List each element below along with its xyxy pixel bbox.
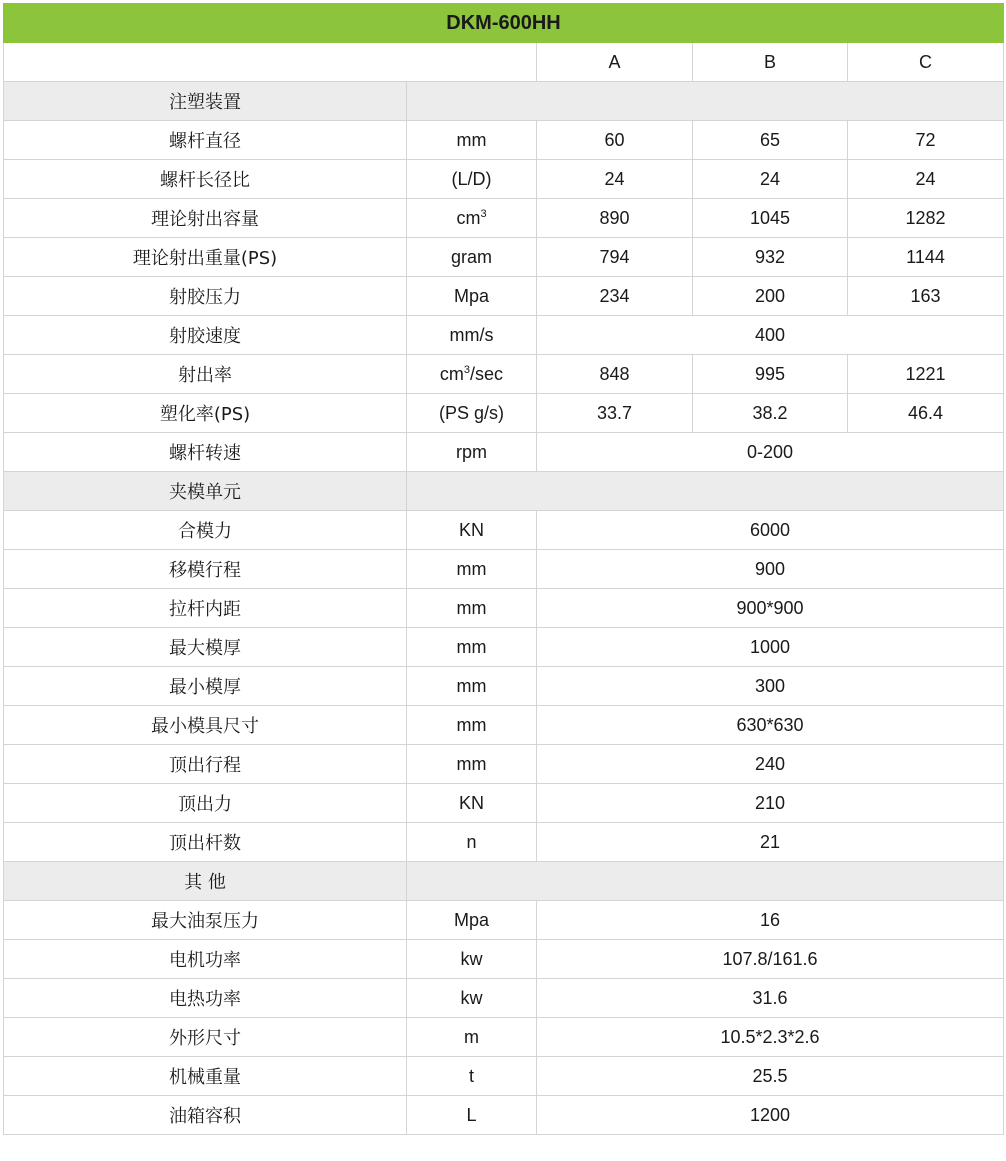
unit-tail: /sec — [470, 363, 504, 384]
value-c: 24 — [848, 160, 1004, 199]
row-unit: Mpa — [407, 277, 537, 316]
table-row — [4, 589, 1004, 628]
value-a: 234 — [537, 277, 693, 316]
row-unit: KN — [407, 511, 537, 550]
row-label: 螺杆直径 — [4, 121, 407, 160]
value-b: 995 — [693, 355, 848, 394]
row-unit: mm — [407, 121, 537, 160]
value-b: 1045 — [693, 199, 848, 238]
section-injection — [4, 82, 1004, 121]
section-other — [4, 862, 1004, 901]
row-unit — [407, 355, 537, 394]
column-header-b: B — [693, 43, 848, 82]
value-merged: 900*900 — [537, 589, 1004, 628]
unit-base: cm — [456, 207, 481, 228]
value-b: 38.2 — [693, 394, 848, 433]
row-label: 电机功率 — [4, 940, 407, 979]
value-merged: 0-200 — [537, 433, 1004, 472]
row-label: 射胶压力 — [4, 277, 407, 316]
row-label: 顶出力 — [4, 784, 407, 823]
row-unit: (PS g/s) — [407, 394, 537, 433]
row-unit: mm — [407, 706, 537, 745]
value-merged: 31.6 — [537, 979, 1004, 1018]
row-unit: mm — [407, 550, 537, 589]
value-b: 24 — [693, 160, 848, 199]
section-filler — [407, 472, 1004, 511]
row-label: 合模力 — [4, 511, 407, 550]
table-row — [4, 628, 1004, 667]
row-unit: mm — [407, 589, 537, 628]
value-a: 890 — [537, 199, 693, 238]
table-row — [4, 784, 1004, 823]
row-label: 顶出行程 — [4, 745, 407, 784]
row-label: 油箱容积 — [4, 1096, 407, 1135]
table-title: DKM-600HH — [4, 4, 1004, 43]
row-unit: L — [407, 1096, 537, 1135]
row-label: 机械重量 — [4, 1057, 407, 1096]
row-label: 射出率 — [4, 355, 407, 394]
section-filler — [407, 862, 1004, 901]
value-a: 60 — [537, 121, 693, 160]
table-row — [4, 394, 1004, 433]
table-row — [4, 667, 1004, 706]
value-merged: 630*630 — [537, 706, 1004, 745]
value-a: 848 — [537, 355, 693, 394]
title-row — [4, 4, 1004, 43]
row-label: 顶出杆数 — [4, 823, 407, 862]
row-unit: mm — [407, 667, 537, 706]
column-header-c: C — [848, 43, 1004, 82]
row-unit: t — [407, 1057, 537, 1096]
row-label: 理论射出重量(PS) — [4, 238, 407, 277]
section-label: 注塑装置 — [4, 82, 407, 121]
unit-superscript: 3 — [480, 207, 487, 220]
value-merged: 6000 — [537, 511, 1004, 550]
value-merged: 107.8/161.6 — [537, 940, 1004, 979]
row-label: 射胶速度 — [4, 316, 407, 355]
value-c: 1282 — [848, 199, 1004, 238]
value-merged: 16 — [537, 901, 1004, 940]
row-label: 移模行程 — [4, 550, 407, 589]
value-a: 794 — [537, 238, 693, 277]
row-label: 理论射出容量 — [4, 199, 407, 238]
table-row — [4, 199, 1004, 238]
unit-superscript: 3 — [463, 363, 471, 376]
value-merged: 25.5 — [537, 1057, 1004, 1096]
row-unit: m — [407, 1018, 537, 1057]
section-filler — [407, 82, 1004, 121]
row-label: 螺杆长径比 — [4, 160, 407, 199]
value-b: 65 — [693, 121, 848, 160]
row-label: 拉杆内距 — [4, 589, 407, 628]
row-label: 螺杆转速 — [4, 433, 407, 472]
value-b: 200 — [693, 277, 848, 316]
table-row — [4, 511, 1004, 550]
value-c: 46.4 — [848, 394, 1004, 433]
table-row — [4, 550, 1004, 589]
row-label: 最小模具尺寸 — [4, 706, 407, 745]
value-c: 163 — [848, 277, 1004, 316]
table-row — [4, 901, 1004, 940]
row-unit: n — [407, 823, 537, 862]
section-label: 夹模单元 — [4, 472, 407, 511]
row-unit: rpm — [407, 433, 537, 472]
table-row — [4, 1018, 1004, 1057]
value-merged: 240 — [537, 745, 1004, 784]
row-unit: mm — [407, 745, 537, 784]
value-merged: 1000 — [537, 628, 1004, 667]
section-clamping — [4, 472, 1004, 511]
section-label: 其 他 — [4, 862, 407, 901]
row-label: 塑化率(PS) — [4, 394, 407, 433]
table-row — [4, 1057, 1004, 1096]
row-unit: gram — [407, 238, 537, 277]
row-label: 电热功率 — [4, 979, 407, 1018]
row-unit: kw — [407, 979, 537, 1018]
column-header-a: A — [537, 43, 693, 82]
table-row — [4, 160, 1004, 199]
row-label: 最小模厚 — [4, 667, 407, 706]
table-row — [4, 823, 1004, 862]
row-unit: mm — [407, 628, 537, 667]
row-unit: kw — [407, 940, 537, 979]
value-merged: 21 — [537, 823, 1004, 862]
value-merged: 300 — [537, 667, 1004, 706]
value-merged: 1200 — [537, 1096, 1004, 1135]
row-label: 最大油泵压力 — [4, 901, 407, 940]
table-row — [4, 121, 1004, 160]
column-header-row — [4, 43, 1004, 82]
value-a: 24 — [537, 160, 693, 199]
row-label: 外形尺寸 — [4, 1018, 407, 1057]
value-b: 932 — [693, 238, 848, 277]
value-merged: 210 — [537, 784, 1004, 823]
row-unit: mm/s — [407, 316, 537, 355]
value-a: 33.7 — [537, 394, 693, 433]
value-c: 1221 — [848, 355, 1004, 394]
row-label: 最大模厚 — [4, 628, 407, 667]
row-unit: (L/D) — [407, 160, 537, 199]
table-row — [4, 745, 1004, 784]
table-row — [4, 940, 1004, 979]
spec-table — [3, 3, 1004, 1135]
table-row — [4, 979, 1004, 1018]
table-row — [4, 316, 1004, 355]
header-empty-cell — [4, 43, 537, 82]
table-row — [4, 355, 1004, 394]
value-merged: 10.5*2.3*2.6 — [537, 1018, 1004, 1057]
table-row — [4, 706, 1004, 745]
table-row — [4, 433, 1004, 472]
unit-base: cm — [439, 363, 464, 384]
table-row — [4, 1096, 1004, 1135]
row-unit — [407, 199, 537, 238]
table-row — [4, 277, 1004, 316]
table-row — [4, 238, 1004, 277]
value-c: 72 — [848, 121, 1004, 160]
row-unit: Mpa — [407, 901, 537, 940]
value-c: 1144 — [848, 238, 1004, 277]
row-unit: KN — [407, 784, 537, 823]
value-merged: 900 — [537, 550, 1004, 589]
value-merged: 400 — [537, 316, 1004, 355]
